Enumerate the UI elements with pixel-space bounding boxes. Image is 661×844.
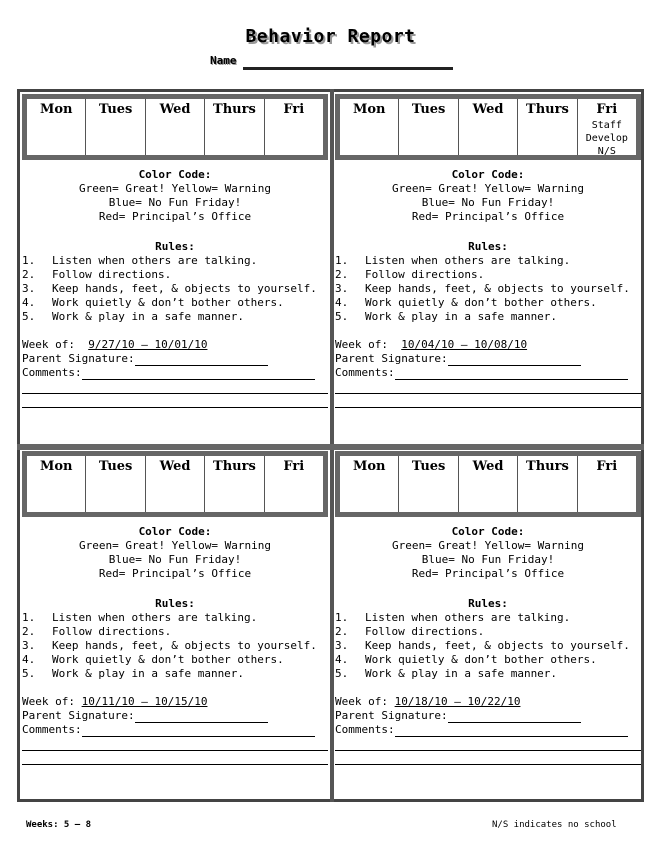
panel-content: [22, 525, 328, 765]
day-name: Thurs: [526, 102, 569, 117]
color-code-line: Blue= No Fun Friday!: [421, 553, 555, 566]
day-name: Thurs: [213, 459, 256, 474]
comment-line[interactable]: [22, 751, 328, 765]
day-cell-thurs[interactable]: [518, 99, 577, 155]
day-name: Mon: [352, 102, 386, 117]
week-range: 9/27/10 – 10/01/10: [88, 338, 208, 351]
rule-item: 4. Work quietly & don’t bother others.: [22, 296, 284, 309]
signature-line[interactable]: [135, 354, 268, 366]
comments: Comments:: [22, 366, 328, 380]
day-name: Tues: [411, 459, 446, 474]
rule-item: 1. Listen when others are talking.: [22, 254, 258, 267]
color-code-line: Red= Principal’s Office: [411, 210, 565, 223]
day-cell-mon[interactable]: [340, 99, 399, 155]
rules-heading: Rules:: [468, 240, 508, 253]
rule-item: 1. Listen when others are talking.: [22, 611, 258, 624]
day-cell-wed[interactable]: [459, 456, 518, 512]
rule-item: 2. Follow directions.: [335, 625, 485, 638]
rules-list: [335, 254, 641, 324]
day-cell-tues[interactable]: [399, 456, 458, 512]
rule-item: 5. Work & play in a safe manner.: [335, 667, 558, 680]
rule-item: 5. Work & play in a safe manner.: [22, 667, 245, 680]
day-cell-thurs[interactable]: [518, 456, 577, 512]
comment-line[interactable]: [395, 725, 628, 737]
color-code-heading: Color Code:: [138, 525, 212, 538]
rule-item: 4. Work quietly & don’t bother others.: [335, 653, 597, 666]
comment-line[interactable]: [22, 380, 328, 394]
color-code-heading: Color Code:: [138, 168, 212, 181]
parent-signature: Parent Signature:: [22, 709, 328, 723]
rule-item: 5. Work & play in a safe manner.: [22, 310, 245, 323]
day-cell-tues[interactable]: [86, 456, 145, 512]
day-name: Mon: [352, 459, 386, 474]
comment-line[interactable]: [22, 737, 328, 751]
rule-item: 5. Work & play in a safe manner.: [335, 310, 558, 323]
day-name: Tues: [98, 459, 133, 474]
day-name: Thurs: [526, 459, 569, 474]
week-of: Week of: 10/18/10 – 10/22/10: [335, 695, 521, 708]
color-code-heading: Color Code:: [451, 168, 525, 181]
day-cell-wed[interactable]: [146, 456, 205, 512]
week-of: Week of: 10/04/10 – 10/08/10: [335, 338, 528, 351]
day-name: Wed: [472, 459, 504, 474]
comment-line[interactable]: [335, 751, 641, 765]
comments: Comments:: [335, 723, 641, 737]
rule-item: 2. Follow directions.: [22, 625, 172, 638]
rule-item: 4. Work quietly & don’t bother others.: [335, 296, 597, 309]
signature-line[interactable]: [135, 711, 268, 723]
day-cell-mon[interactable]: [27, 456, 86, 512]
color-code-line: Green= Great! Yellow= Warning: [78, 539, 272, 552]
comment-line[interactable]: [335, 737, 641, 751]
comment-line[interactable]: [82, 368, 315, 380]
rule-item: 3. Keep hands, feet, & objects to yourself.: [22, 282, 317, 295]
day-name: Fri: [283, 102, 305, 117]
day-cell-thurs[interactable]: [205, 99, 264, 155]
day-cell-wed[interactable]: [146, 99, 205, 155]
comments: Comments:: [335, 366, 641, 380]
color-code-line: Red= Principal’s Office: [411, 567, 565, 580]
comment-line[interactable]: [82, 725, 315, 737]
day-cell-tues[interactable]: [86, 99, 145, 155]
day-name: Wed: [159, 102, 191, 117]
signature-line[interactable]: [448, 711, 581, 723]
color-code-line: Green= Great! Yellow= Warning: [78, 182, 272, 195]
day-name: Thurs: [213, 102, 256, 117]
rules-list: [22, 254, 328, 324]
rule-item: 2. Follow directions.: [22, 268, 172, 281]
rule-item: 4. Work quietly & don’t bother others.: [22, 653, 284, 666]
rule-item: 3. Keep hands, feet, & objects to yourself.: [335, 282, 630, 295]
rule-item: 1. Listen when others are talking.: [335, 611, 571, 624]
week-range: 10/11/10 – 10/15/10: [81, 695, 208, 708]
signature-line[interactable]: [448, 354, 581, 366]
page-title: Behavior Report: [245, 26, 416, 47]
day-name: Fri: [596, 459, 618, 474]
day-name: Tues: [411, 102, 446, 117]
color-code-line: Red= Principal’s Office: [98, 567, 252, 580]
rule-item: 2. Follow directions.: [335, 268, 485, 281]
rules-heading: Rules:: [155, 597, 195, 610]
day-cell-fri[interactable]: [578, 456, 636, 512]
week-range: 10/04/10 – 10/08/10: [401, 338, 528, 351]
day-name: Fri: [596, 102, 618, 117]
week-of: Week of: 9/27/10 – 10/01/10: [22, 338, 208, 351]
day-cell-wed[interactable]: [459, 99, 518, 155]
rules-list: [335, 611, 641, 681]
day-cell-mon[interactable]: [340, 456, 399, 512]
parent-signature: Parent Signature:: [22, 352, 328, 366]
comment-line[interactable]: [335, 394, 641, 408]
week-range: 10/18/10 – 10/22/10: [394, 695, 521, 708]
panel-content: [335, 525, 641, 765]
horizontal-divider: [17, 444, 644, 450]
comment-line[interactable]: [335, 380, 641, 394]
rule-item: 3. Keep hands, feet, & objects to yourself.: [22, 639, 317, 652]
day-name: Mon: [39, 459, 73, 474]
day-cell-fri[interactable]: [265, 99, 323, 155]
color-code-line: Blue= No Fun Friday!: [421, 196, 555, 209]
day-grid: [335, 451, 641, 517]
day-name: Wed: [159, 459, 191, 474]
parent-signature: Parent Signature:: [335, 352, 641, 366]
no-school-note: Staff Develop N/S: [585, 120, 628, 157]
day-grid: [335, 94, 641, 160]
comment-line[interactable]: [395, 368, 628, 380]
rule-item: 1. Listen when others are talking.: [335, 254, 571, 267]
color-code-line: Red= Principal’s Office: [98, 210, 252, 223]
day-name: Mon: [39, 102, 73, 117]
day-grid: [22, 451, 328, 517]
day-name: Fri: [283, 459, 305, 474]
no-school-legend: N/S indicates no school: [492, 820, 617, 830]
parent-signature: Parent Signature:: [335, 709, 641, 723]
day-cell-tues[interactable]: [399, 99, 458, 155]
comment-line[interactable]: [22, 394, 328, 408]
day-grid: [22, 94, 328, 160]
color-code-line: Blue= No Fun Friday!: [108, 553, 242, 566]
day-name: Wed: [472, 102, 504, 117]
color-code-line: Blue= No Fun Friday!: [108, 196, 242, 209]
color-code-line: Green= Great! Yellow= Warning: [391, 182, 585, 195]
panel-content: [335, 168, 641, 408]
rules-list: [22, 611, 328, 681]
rules-heading: Rules:: [155, 240, 195, 253]
name-line[interactable]: [243, 67, 453, 70]
color-code-heading: Color Code:: [451, 525, 525, 538]
rules-heading: Rules:: [468, 597, 508, 610]
day-cell-thurs[interactable]: [205, 456, 264, 512]
day-cell-mon[interactable]: [27, 99, 86, 155]
day-cell-fri[interactable]: [578, 99, 636, 155]
color-code-line: Green= Great! Yellow= Warning: [391, 539, 585, 552]
week-of: Week of: 10/11/10 – 10/15/10: [22, 695, 208, 708]
day-name: Tues: [98, 102, 133, 117]
panel-content: [22, 168, 328, 408]
rule-item: 3. Keep hands, feet, & objects to yourself.: [335, 639, 630, 652]
name-label: Name: [210, 54, 237, 67]
weeks-range-footer: Weeks: 5 – 8: [26, 820, 92, 830]
comments: Comments:: [22, 723, 328, 737]
day-cell-fri[interactable]: [265, 456, 323, 512]
